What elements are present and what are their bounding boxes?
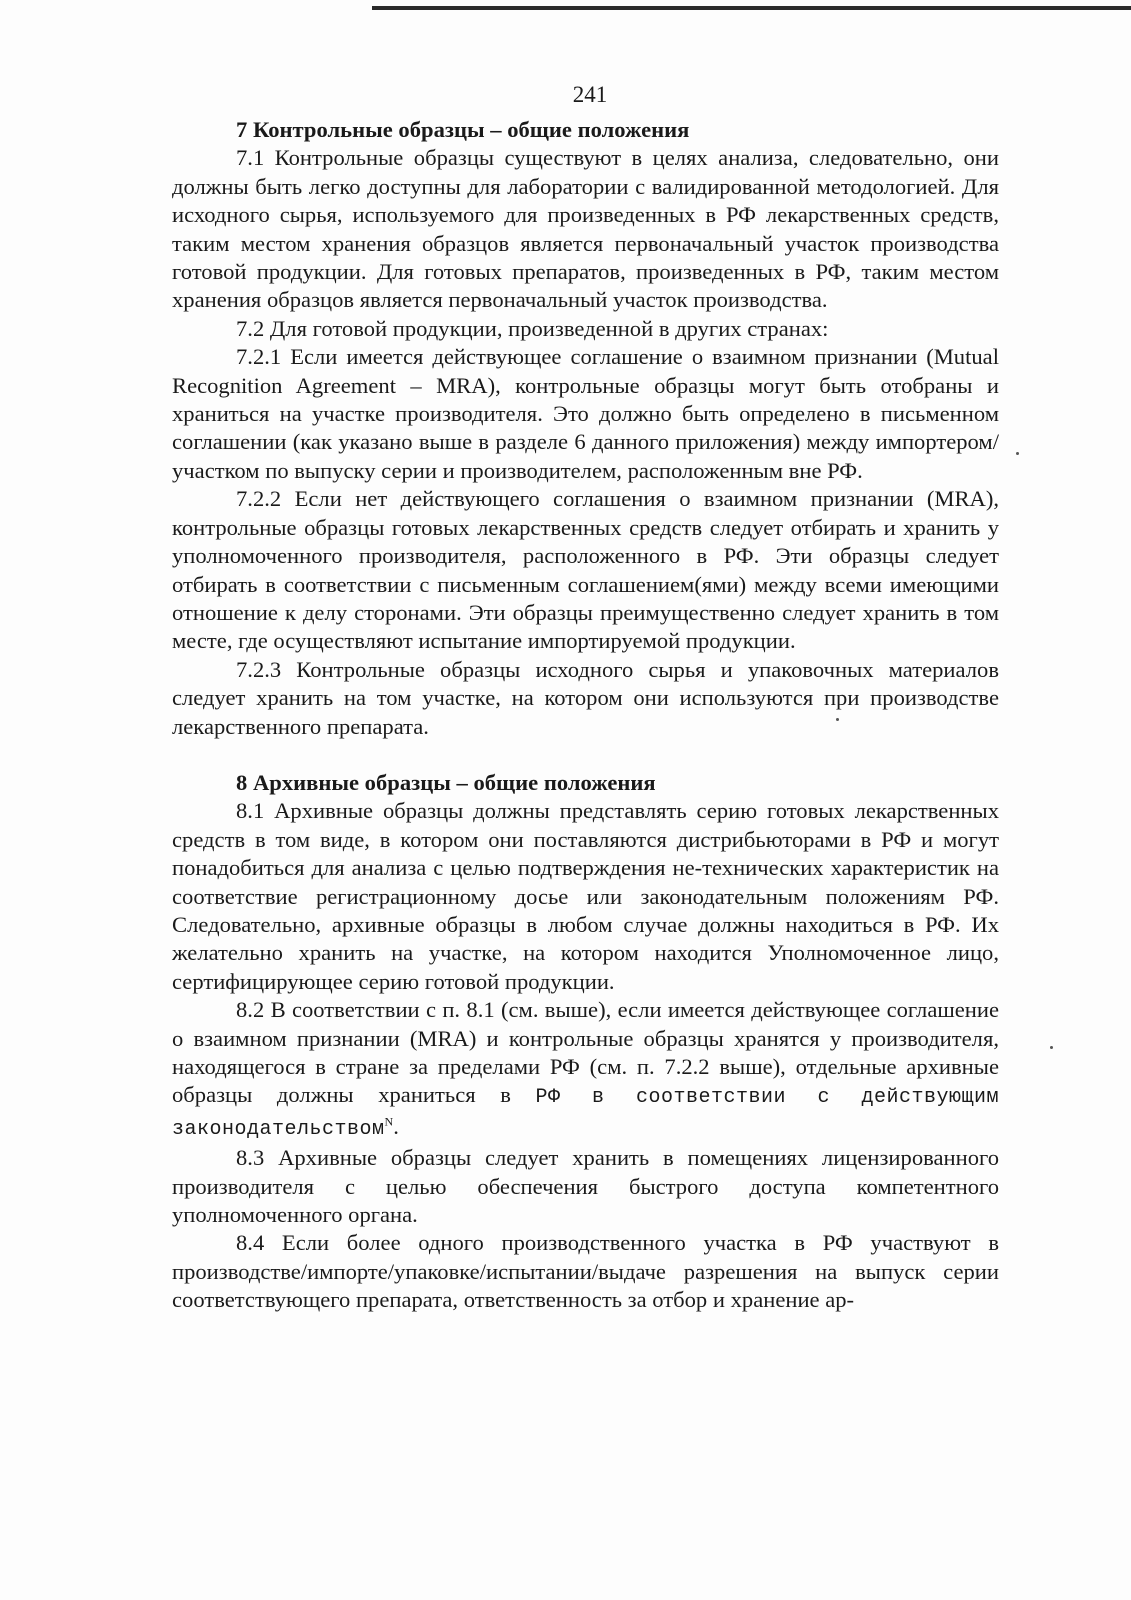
footnote-marker: N	[384, 1114, 394, 1129]
page-number: 241	[572, 82, 608, 107]
section-8-heading: 8 Архивные образцы – общие положения	[236, 769, 656, 795]
paragraph-8-3: 8.3 Архивные образцы следует хранить в помещениях лицензированного производителя с целью обеспечения быстрого доступа компетентного уполномоченного органа.	[172, 1145, 999, 1228]
scan-speck	[1016, 452, 1019, 455]
paragraph-8-2-typewriter-text: РФ в соответствии с действующим законодательством	[172, 1086, 999, 1141]
paragraph-7-2: 7.2 Для готовой продукции, произведенной в других странах:	[236, 315, 829, 341]
paragraph-7-1: 7.1 Контрольные образцы существуют в целях анализа, следовательно, они должны быть легко доступны для лаборатории с валидированной методологией. Для исходного сырья, используемого для произведенных в РФ лекарственных средств, таким местом хранения образцов является первоначальный участок производства готовой продукции. Для готовых препаратов, произведенных в РФ, таким местом хранения образцов является первоначальный участок производства.	[172, 145, 999, 313]
paragraph-8-2-end: .	[393, 1113, 399, 1139]
section-7-heading: 7 Контрольные образцы – общие положения	[236, 117, 690, 142]
paragraph-8-2-text: 8.2 В соответствии с п. 8.1 (см. выше), если имеется действующее соглашение о взаимном признании (MRA) и контрольные образцы хранятся у производителя, находящегося в стране за пределами РФ (см. п. 7.2.2 выше), отдельные архивные образцы должны храниться в	[172, 997, 999, 1108]
paragraph-7-2-1: 7.2.1 Если имеется действующее соглашение о взаимном признании (Mutual Recognition Agreement – MRA), контрольные образцы могут быть отобраны и храниться на участке производителя. Это должно быть определено в письменном соглашении (как указано выше в разделе 6 данного приложения) между импортером/участком по выпуску серии и производителем, расположенным вне РФ.	[172, 344, 999, 483]
paragraph-7-2-3: 7.2.3 Контрольные образцы исходного сырья и упаковочных материалов следует хранить на том участке, на котором они используются при производстве лекарственного препарата.	[172, 656, 999, 739]
paragraph-7-2-2: 7.2.2 Если нет действующего соглашения о взаимном признании (MRA), контрольные образцы готовых лекарственных средств следует отбирать и хранить у уполномоченного производителя, расположенного в РФ. Эти образцы следует отбирать в соответствии с письменным соглашением(ями) между всеми имеющими отношение к делу сторонами. Эти образцы преимущественно следует хранить в том месте, где осуществляют испытание импортируемой продукции.	[172, 486, 999, 654]
paragraph-8-2	[172, 996, 999, 1144]
paragraph-8-4: 8.4 Если более одного производственного участка в РФ участвуют в производстве/импорте/упаковке/испытании/выдаче разрешения на выпуск серии соответствующего препарата, ответственность за отбор и хранение ар-	[172, 1230, 999, 1313]
scan-top-edge	[372, 6, 1131, 10]
paragraph-8-1: 8.1 Архивные образцы должны представлять серию готовых лекарственных средств в том виде, в котором они поставляются дистрибьюторами в РФ и могут понадобиться для анализа с целью подтверждения не-технических характеристик на соответствие регистрационному досье или законодательным положениям РФ. Следовательно, архивные образцы в любом случае должны находиться в РФ. Их желательно хранить на участке, на котором находится Уполномоченное лицо, сертифицирующее серию готовой продукции.	[172, 798, 999, 994]
section-gap	[172, 741, 999, 769]
scan-speck	[1050, 1046, 1053, 1049]
document-body	[172, 116, 999, 1315]
